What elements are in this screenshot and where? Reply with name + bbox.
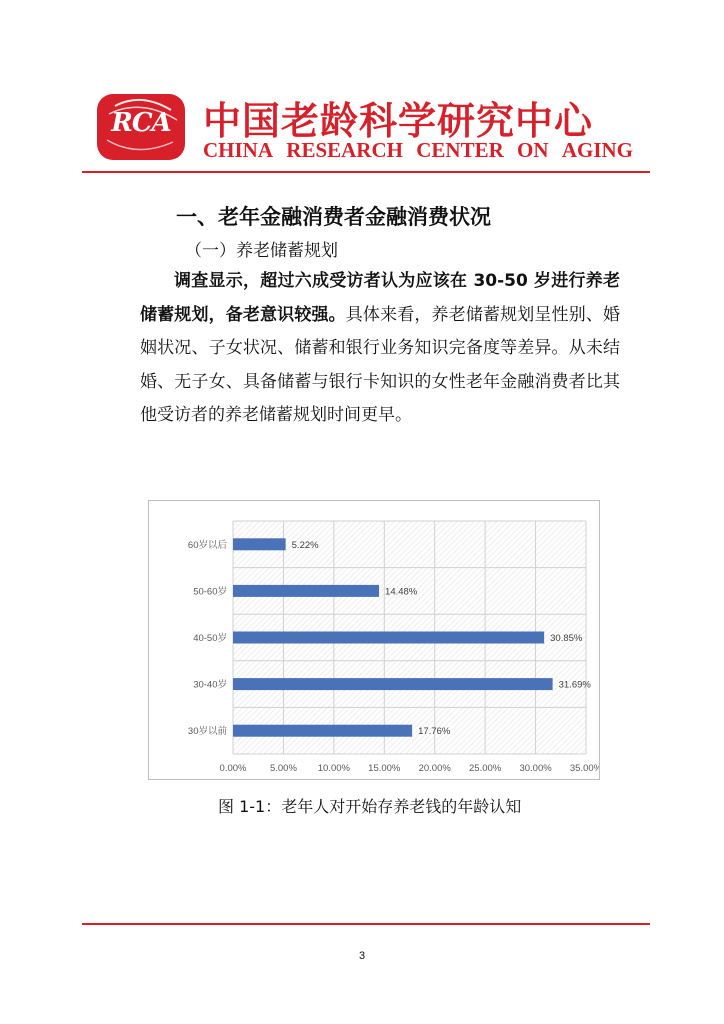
bar	[233, 725, 412, 737]
page-number: 3	[358, 950, 366, 962]
value-label: 5.22%	[291, 539, 319, 551]
rca-logo	[97, 94, 185, 160]
value-label: 14.48%	[385, 586, 418, 598]
bar	[233, 632, 544, 644]
logo-text: RCA	[111, 108, 171, 138]
org-title-cn: 中国老龄科学研究中心	[203, 98, 594, 143]
bar-chart	[148, 500, 600, 780]
body-paragraph	[140, 265, 620, 433]
value-label: 31.69%	[558, 679, 591, 691]
category-label: 40-50岁	[193, 633, 227, 644]
x-tick-label: 0.00%	[219, 763, 247, 774]
org-title-en-word: AGING	[561, 138, 633, 162]
header-divider	[82, 171, 650, 173]
value-label: 17.76%	[418, 726, 451, 738]
figure-caption: 图 1-1：老年人对开始存养老钱的年龄认知	[218, 797, 522, 816]
value-label: 30.85%	[550, 633, 583, 644]
x-tick-label: 30.00%	[519, 763, 552, 774]
category-label: 60岁以后	[187, 539, 227, 551]
subsection-heading: （一）养老储蓄规划	[185, 241, 338, 261]
category-label: 50-60岁	[193, 586, 227, 598]
org-title-en-word: ON	[517, 138, 549, 162]
bar	[233, 585, 379, 597]
category-label: 30岁以前	[187, 726, 227, 738]
section-heading: 一、老年金融消费者金融消费状况	[176, 205, 491, 229]
org-title-en-word: CENTER	[416, 138, 504, 162]
bar-chart-svg	[149, 501, 599, 779]
org-title-en	[203, 138, 633, 163]
org-title-en-word: CHINA	[203, 138, 274, 162]
bar	[233, 678, 553, 690]
x-tick-label: 25.00%	[469, 763, 502, 774]
category-label: 30-40岁	[193, 679, 227, 691]
x-tick-label: 35.00%	[569, 763, 599, 774]
x-tick-label: 5.00%	[269, 763, 297, 774]
paragraph-text: 具体来看，养老储蓄规划呈性别、婚姻状况、子女状况、储蓄和银行业务知识完备度等差异。从未结婚、无子女、具备储蓄与银行卡知识的女性老年金融消费者比其他受访者的养老储蓄规划时间更早。	[140, 304, 621, 425]
x-tick-label: 10.00%	[317, 763, 350, 774]
x-tick-label: 20.00%	[418, 763, 451, 774]
bar	[233, 538, 286, 550]
footer-divider	[82, 923, 650, 925]
x-tick-label: 15.00%	[368, 763, 401, 774]
paragraph-bold-text: 调查显示，超过六成受访者认为应该在 30-50 岁进行养老储蓄规划，备老意识较强。	[140, 271, 620, 325]
org-title-en-word: RESEARCH	[286, 138, 403, 162]
